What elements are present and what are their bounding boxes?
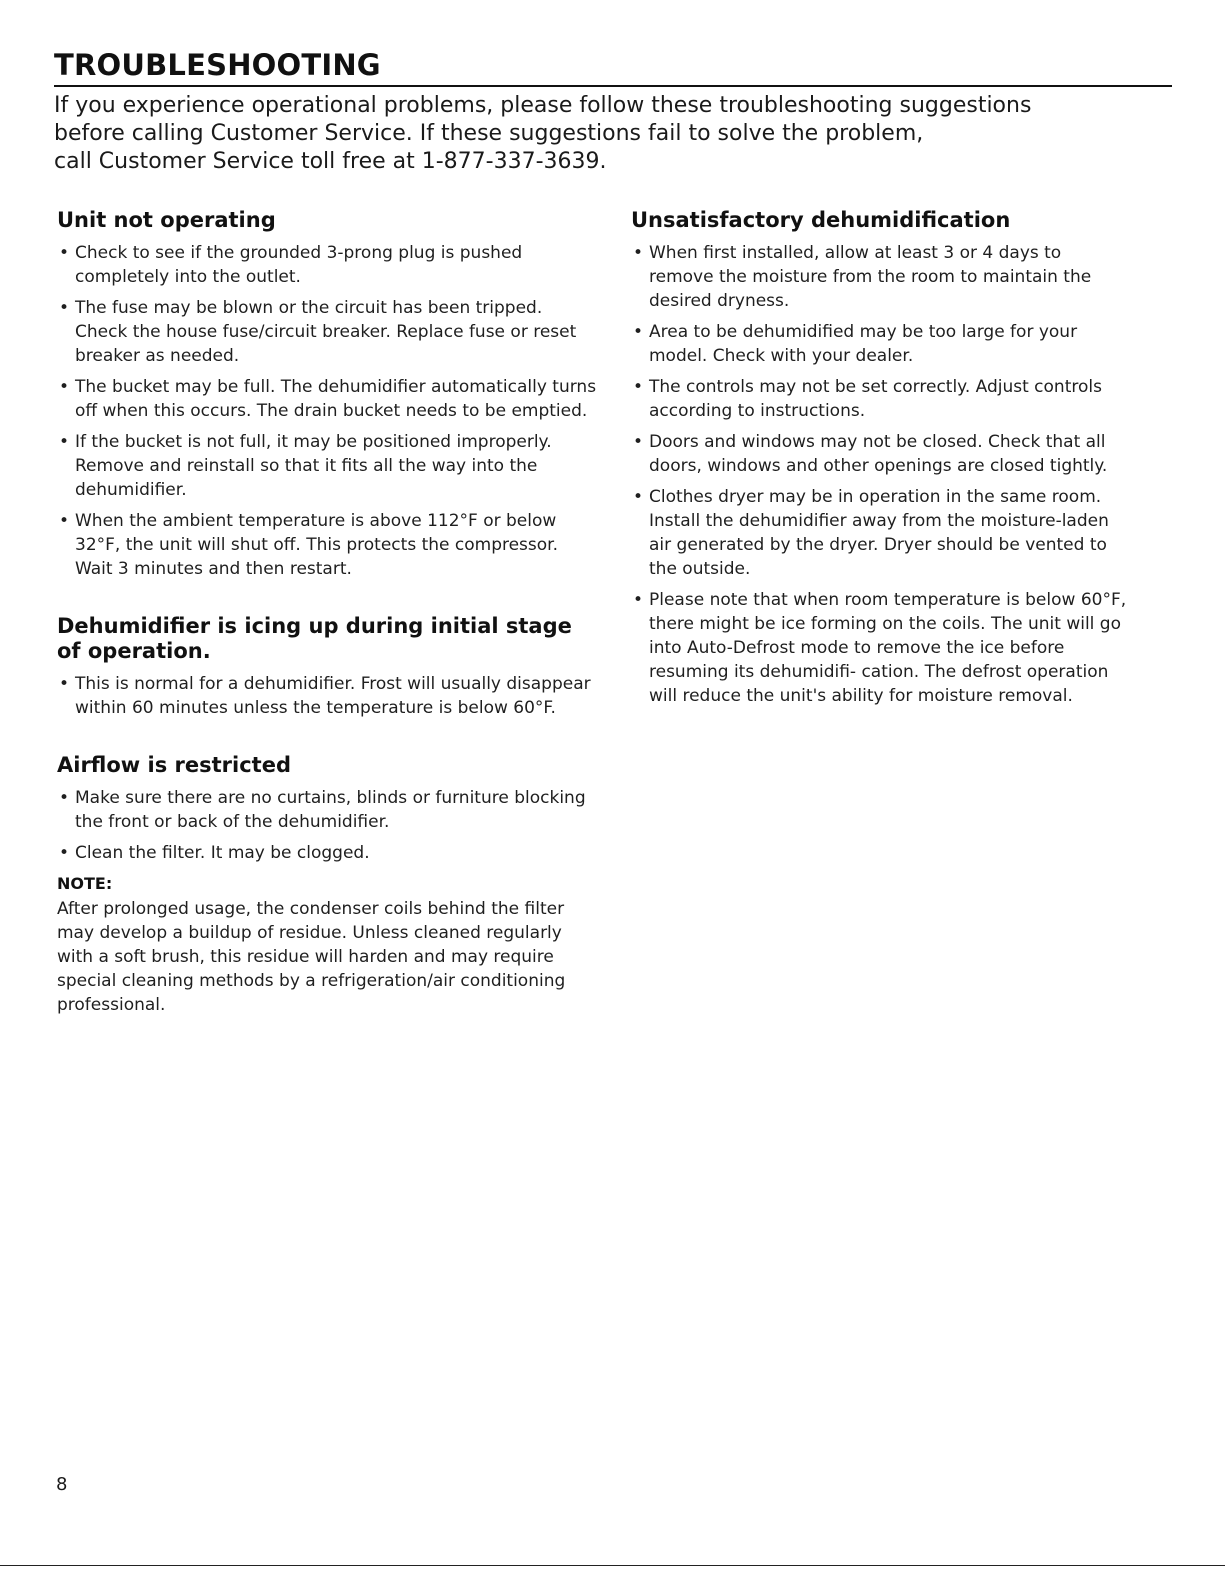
note-text: After prolonged usage, the condenser coils behind the filter may develop a buildup of residue. Unless cleaned regularly with a soft brush, this residue will harden and may require special cleaning methods by a refrigeration/air conditioning professional. (57, 899, 566, 1015)
bullet-list (631, 241, 1131, 708)
bullet-icon: • (633, 322, 644, 342)
section-heading: Unsatisfactory dehumidification (631, 208, 1011, 232)
section-heading-line: Dehumidifier is icing up during initial stage (57, 614, 572, 638)
list-item (57, 786, 597, 834)
list-item-text: The bucket may be full. The dehumidifier automatically turns off when this occurs. The drain bucket needs to be emptied. (75, 377, 597, 421)
list-item (631, 430, 1131, 478)
list-item (57, 841, 597, 865)
bullet-icon: • (59, 511, 70, 531)
list-item-text: The controls may not be set correctly. Adjust controls according to instructions. (649, 377, 1102, 421)
left-column (57, 208, 597, 1017)
list-item-text: Please note that when room temperature is below 60°F, there might be ice forming on the coils. The unit will go into Auto-Defrost mode to remove the ice before resuming its dehumidifi- cation. The defrost operation will reduce the unit's ability for moisture removal. (649, 590, 1127, 706)
list-item-text: If the bucket is not full, it may be positioned improperly. Remove and reinstall so that it fits all the way into the dehumidifier. (75, 432, 552, 500)
page-number: 8 (56, 1474, 68, 1495)
intro-line: before calling Customer Service. If these suggestions fail to solve the problem, (54, 121, 924, 146)
list-item-text: This is normal for a dehumidifier. Frost will usually disappear within 60 minutes unless the temperature is below 60°F. (75, 674, 591, 718)
bullet-icon: • (59, 377, 70, 397)
list-item (631, 375, 1131, 423)
section-unit-not-operating (57, 208, 597, 581)
bullet-icon: • (59, 674, 70, 694)
right-column (631, 208, 1131, 715)
list-item (631, 588, 1131, 708)
bullet-icon: • (59, 298, 70, 318)
list-item-text: Area to be dehumidified may be too large for your model. Check with your dealer. (649, 322, 1078, 366)
bullet-icon: • (633, 432, 644, 452)
list-item (57, 375, 597, 423)
list-item-text: Make sure there are no curtains, blinds or furniture blocking the front or back of the dehumidifier. (75, 788, 586, 832)
bullet-icon: • (59, 788, 70, 808)
section-icing (57, 614, 597, 720)
bullet-icon: • (633, 590, 644, 610)
list-item (57, 509, 597, 581)
bullet-icon: • (633, 487, 644, 507)
list-item (57, 430, 597, 502)
list-item-text: When first installed, allow at least 3 or 4 days to remove the moisture from the room to maintain the desired dryness. (649, 243, 1092, 311)
bullet-icon: • (59, 432, 70, 452)
list-item (57, 241, 597, 289)
intro-line: If you experience operational problems, please follow these troubleshooting suggestions (54, 93, 1032, 118)
list-item-text: Doors and windows may not be closed. Check that all doors, windows and other openings are closed tightly. (649, 432, 1108, 476)
note-label: NOTE: (57, 874, 113, 893)
section-heading: Unit not operating (57, 208, 276, 232)
bullet-list (57, 241, 597, 581)
intro-line: call Customer Service toll free at 1-877-337-3639. (54, 149, 607, 174)
bullet-icon: • (59, 843, 70, 863)
list-item-text: When the ambient temperature is above 112°F or below 32°F, the unit will shut off. This protects the compressor. Wait 3 minutes and then restart. (75, 511, 559, 579)
bullet-icon: • (633, 377, 644, 397)
list-item-text: Clothes dryer may be in operation in the same room. Install the dehumidifier away from the moisture-laden air generated by the dryer. Dryer should be vented to the outside. (649, 487, 1109, 579)
section-heading: Airflow is restricted (57, 753, 291, 777)
list-item-text: The fuse may be blown or the circuit has been tripped. Check the house fuse/circuit breaker. Replace fuse or reset breaker as needed. (75, 298, 577, 366)
section-heading-line: of operation. (57, 639, 211, 663)
bullet-list (57, 672, 597, 720)
bottom-divider (0, 1565, 1225, 1566)
bullet-list (57, 786, 597, 865)
bullet-icon: • (633, 243, 644, 263)
section-unsatisfactory-dehumidification (631, 208, 1131, 708)
intro-paragraph (54, 92, 1174, 176)
list-item-text: Check to see if the grounded 3-prong plug is pushed completely into the outlet. (75, 243, 523, 287)
list-item (631, 241, 1131, 313)
list-item (57, 672, 597, 720)
list-item-text: Clean the filter. It may be clogged. (75, 843, 370, 863)
list-item (631, 320, 1131, 368)
list-item (57, 296, 597, 368)
section-airflow (57, 753, 597, 1017)
bullet-icon: • (59, 243, 70, 263)
section-heading (57, 614, 597, 664)
list-item (631, 485, 1131, 581)
page-title: TROUBLESHOOTING (54, 46, 1172, 87)
